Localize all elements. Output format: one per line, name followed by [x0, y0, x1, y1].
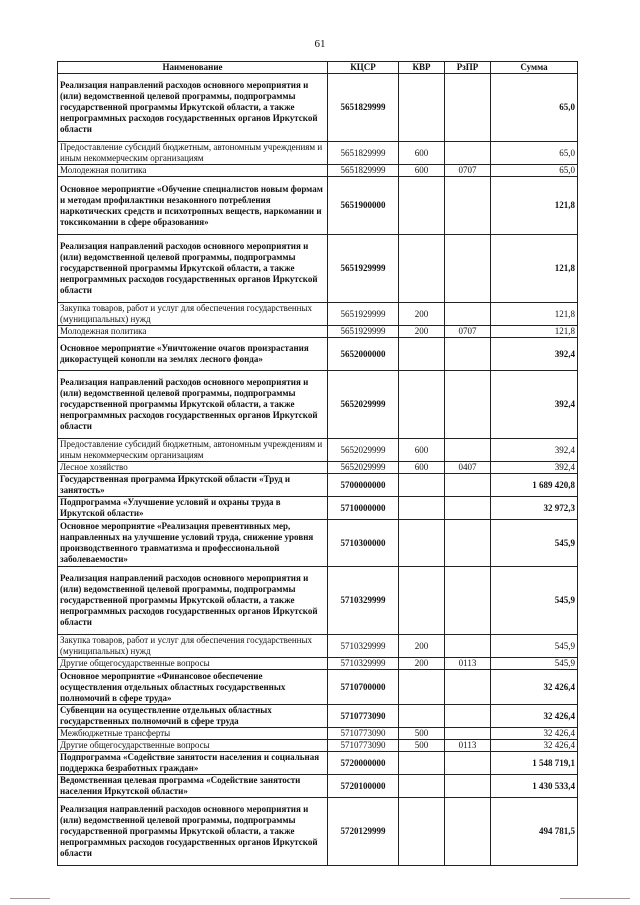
- row-name: Подпрограмма «Содействие занятости населения и социальная поддержка безработных граждан»: [58, 752, 328, 775]
- row-name: Субвенции на осуществление отдельных областных государственных полномочий в сфере труда: [58, 705, 328, 728]
- row-code: 5651900000: [328, 177, 399, 235]
- row-name: Реализация направлений расходов основного мероприятия и (или) ведомственной целевой программы, подпрограммы государственной программы Иркутской области, а также непрограммных расходов государственных органов Иркутской области: [58, 798, 328, 866]
- header-rzpr: РзПР: [445, 62, 491, 74]
- row-sum: 1 430 533,4: [491, 775, 578, 798]
- row-kvr: 500: [399, 728, 445, 740]
- row-name: Межбюджетные трансферты: [58, 728, 328, 740]
- table-row: [58, 798, 578, 866]
- table-row: [58, 520, 578, 567]
- row-sum: 545,9: [491, 520, 578, 567]
- table-row: [58, 474, 578, 497]
- row-kvr: [399, 775, 445, 798]
- row-kvr: 200: [399, 635, 445, 658]
- table-row: [58, 462, 578, 474]
- row-name: Молодежная политика: [58, 326, 328, 338]
- row-sum: 121,8: [491, 303, 578, 326]
- header-name: Наименование: [58, 62, 328, 74]
- scan-edge-mark: [10, 898, 50, 899]
- row-rzpr: [445, 177, 491, 235]
- row-name: Подпрограмма «Улучшение условий и охраны труда в Иркутской области»: [58, 497, 328, 520]
- row-code: 5710700000: [328, 670, 399, 705]
- table-row: [58, 439, 578, 462]
- row-code: 5651929999: [328, 303, 399, 326]
- row-rzpr: [445, 474, 491, 497]
- row-code: 5710773090: [328, 740, 399, 752]
- row-name: Реализация направлений расходов основного мероприятия и (или) ведомственной целевой программы, подпрограммы государственной программы Иркутской области, а также непрограммных расходов государственных органов Иркутской области: [58, 567, 328, 635]
- row-sum: 32 972,3: [491, 497, 578, 520]
- table-row: [58, 235, 578, 303]
- scan-edge-mark: [560, 898, 630, 899]
- row-rzpr: [445, 520, 491, 567]
- row-rzpr: [445, 74, 491, 142]
- row-kvr: [399, 74, 445, 142]
- table-row: [58, 740, 578, 752]
- row-kvr: 600: [399, 142, 445, 165]
- row-kvr: [399, 798, 445, 866]
- row-code: 5710329999: [328, 635, 399, 658]
- row-kvr: 600: [399, 462, 445, 474]
- row-sum: 392,4: [491, 338, 578, 371]
- row-sum: 1 689 420,8: [491, 474, 578, 497]
- header-code: КЦСР: [328, 62, 399, 74]
- row-rzpr: [445, 303, 491, 326]
- row-name: Основное мероприятие «Реализация превентивных мер, направленных на улучшение условий труда, снижение уровня производственного травматизма и профессиональной заболеваемости»: [58, 520, 328, 567]
- row-rzpr: [445, 775, 491, 798]
- row-kvr: 200: [399, 658, 445, 670]
- row-sum: 392,4: [491, 371, 578, 439]
- row-rzpr: [445, 705, 491, 728]
- row-code: 5651929999: [328, 235, 399, 303]
- table-row: [58, 567, 578, 635]
- row-name: Реализация направлений расходов основного мероприятия и (или) ведомственной целевой программы, подпрограммы государственной программы Иркутской области, а также непрограммных расходов государственных органов Иркутской области: [58, 371, 328, 439]
- table-row: [58, 497, 578, 520]
- table-row: [58, 752, 578, 775]
- row-name: Предоставление субсидий бюджетным, автономным учреждениям и иным некоммерческим организациям: [58, 439, 328, 462]
- row-sum: 32 426,4: [491, 728, 578, 740]
- row-kvr: 500: [399, 740, 445, 752]
- row-sum: 494 781,5: [491, 798, 578, 866]
- row-rzpr: [445, 439, 491, 462]
- row-code: 5651829999: [328, 165, 399, 177]
- row-kvr: [399, 567, 445, 635]
- row-rzpr: 0407: [445, 462, 491, 474]
- row-name: Основное мероприятие «Обучение специалистов новым формам и методам профилактики незаконного потребления наркотических средств и психотропных веществ, наркомании и токсикомании в сфере образования»: [58, 177, 328, 235]
- row-code: 5710773090: [328, 728, 399, 740]
- table-header-row: [58, 62, 578, 74]
- row-sum: 1 548 719,1: [491, 752, 578, 775]
- row-sum: 545,9: [491, 567, 578, 635]
- row-sum: 65,0: [491, 74, 578, 142]
- table-row: [58, 775, 578, 798]
- row-code: 5710300000: [328, 520, 399, 567]
- row-name: Ведомственная целевая программа «Содействие занятости населения Иркутской области»: [58, 775, 328, 798]
- table-row: [58, 303, 578, 326]
- row-code: 5700000000: [328, 474, 399, 497]
- row-sum: 32 426,4: [491, 740, 578, 752]
- page-number: 61: [314, 38, 326, 50]
- table-row: [58, 326, 578, 338]
- row-code: 5710329999: [328, 658, 399, 670]
- row-rzpr: [445, 670, 491, 705]
- row-code: 5652000000: [328, 338, 399, 371]
- row-name: Закупка товаров, работ и услуг для обеспечения государственных (муниципальных) нужд: [58, 303, 328, 326]
- header-kvr: КВР: [399, 62, 445, 74]
- row-rzpr: 0707: [445, 326, 491, 338]
- row-kvr: [399, 520, 445, 567]
- table-row: [58, 705, 578, 728]
- table-row: [58, 338, 578, 371]
- row-kvr: [399, 235, 445, 303]
- row-name: Основное мероприятие «Финансовое обеспечение осуществления отдельных областных государственных полномочий в сфере труда»: [58, 670, 328, 705]
- row-kvr: [399, 705, 445, 728]
- row-sum: 121,8: [491, 177, 578, 235]
- row-name: Реализация направлений расходов основного мероприятия и (или) ведомственной целевой программы, подпрограммы государственной программы Иркутской области, а также непрограммных расходов государственных органов Иркутской области: [58, 74, 328, 142]
- table-row: [58, 635, 578, 658]
- row-code: 5720000000: [328, 752, 399, 775]
- row-kvr: [399, 177, 445, 235]
- table-row: [58, 142, 578, 165]
- row-code: 5651829999: [328, 142, 399, 165]
- table-row: [58, 371, 578, 439]
- row-sum: 32 426,4: [491, 670, 578, 705]
- header-sum: Сумма: [491, 62, 578, 74]
- row-name: Другие общегосударственные вопросы: [58, 658, 328, 670]
- table-row: [58, 728, 578, 740]
- row-rzpr: [445, 567, 491, 635]
- row-kvr: 200: [399, 326, 445, 338]
- row-code: 5651929999: [328, 326, 399, 338]
- row-rzpr: [445, 752, 491, 775]
- row-name: Закупка товаров, работ и услуг для обеспечения государственных (муниципальных) нужд: [58, 635, 328, 658]
- row-rzpr: [445, 728, 491, 740]
- table-row: [58, 670, 578, 705]
- row-code: 5710000000: [328, 497, 399, 520]
- row-sum: 65,0: [491, 142, 578, 165]
- row-rzpr: [445, 338, 491, 371]
- row-rzpr: [445, 371, 491, 439]
- row-code: 5651829999: [328, 74, 399, 142]
- row-sum: 121,8: [491, 235, 578, 303]
- row-code: 5720129999: [328, 798, 399, 866]
- table-row: [58, 658, 578, 670]
- row-kvr: 200: [399, 303, 445, 326]
- row-kvr: [399, 497, 445, 520]
- row-sum: 392,4: [491, 439, 578, 462]
- row-kvr: [399, 752, 445, 775]
- row-sum: 545,9: [491, 635, 578, 658]
- row-sum: 545,9: [491, 658, 578, 670]
- row-kvr: [399, 670, 445, 705]
- table-row: [58, 165, 578, 177]
- row-name: Основное мероприятие «Уничтожение очагов произрастания дикорастущей конопли на землях лесного фонда»: [58, 338, 328, 371]
- row-name: Лесное хозяйство: [58, 462, 328, 474]
- row-code: 5652029999: [328, 371, 399, 439]
- row-name: Молодежная политика: [58, 165, 328, 177]
- row-rzpr: 0707: [445, 165, 491, 177]
- table-body: [58, 74, 578, 866]
- row-rzpr: [445, 235, 491, 303]
- row-sum: 32 426,4: [491, 705, 578, 728]
- row-code: 5652029999: [328, 462, 399, 474]
- row-kvr: 600: [399, 165, 445, 177]
- row-rzpr: [445, 142, 491, 165]
- row-name: Другие общегосударственные вопросы: [58, 740, 328, 752]
- row-name: Предоставление субсидий бюджетным, автономным учреждениям и иным некоммерческим организациям: [58, 142, 328, 165]
- row-rzpr: [445, 798, 491, 866]
- row-kvr: [399, 371, 445, 439]
- row-code: 5710329999: [328, 567, 399, 635]
- row-kvr: [399, 338, 445, 371]
- budget-table: [57, 61, 578, 866]
- row-rzpr: [445, 635, 491, 658]
- row-rzpr: 0113: [445, 740, 491, 752]
- row-name: Реализация направлений расходов основного мероприятия и (или) ведомственной целевой программы, подпрограммы государственной программы Иркутской области, а также непрограммных расходов государственных органов Иркутской области: [58, 235, 328, 303]
- table-row: [58, 177, 578, 235]
- row-kvr: 600: [399, 439, 445, 462]
- row-code: 5710773090: [328, 705, 399, 728]
- row-sum: 65,0: [491, 165, 578, 177]
- row-code: 5720100000: [328, 775, 399, 798]
- row-rzpr: 0113: [445, 658, 491, 670]
- table-row: [58, 74, 578, 142]
- row-code: 5652029999: [328, 439, 399, 462]
- row-rzpr: [445, 497, 491, 520]
- row-sum: 392,4: [491, 462, 578, 474]
- row-kvr: [399, 474, 445, 497]
- row-sum: 121,8: [491, 326, 578, 338]
- row-name: Государственная программа Иркутской области «Труд и занятость»: [58, 474, 328, 497]
